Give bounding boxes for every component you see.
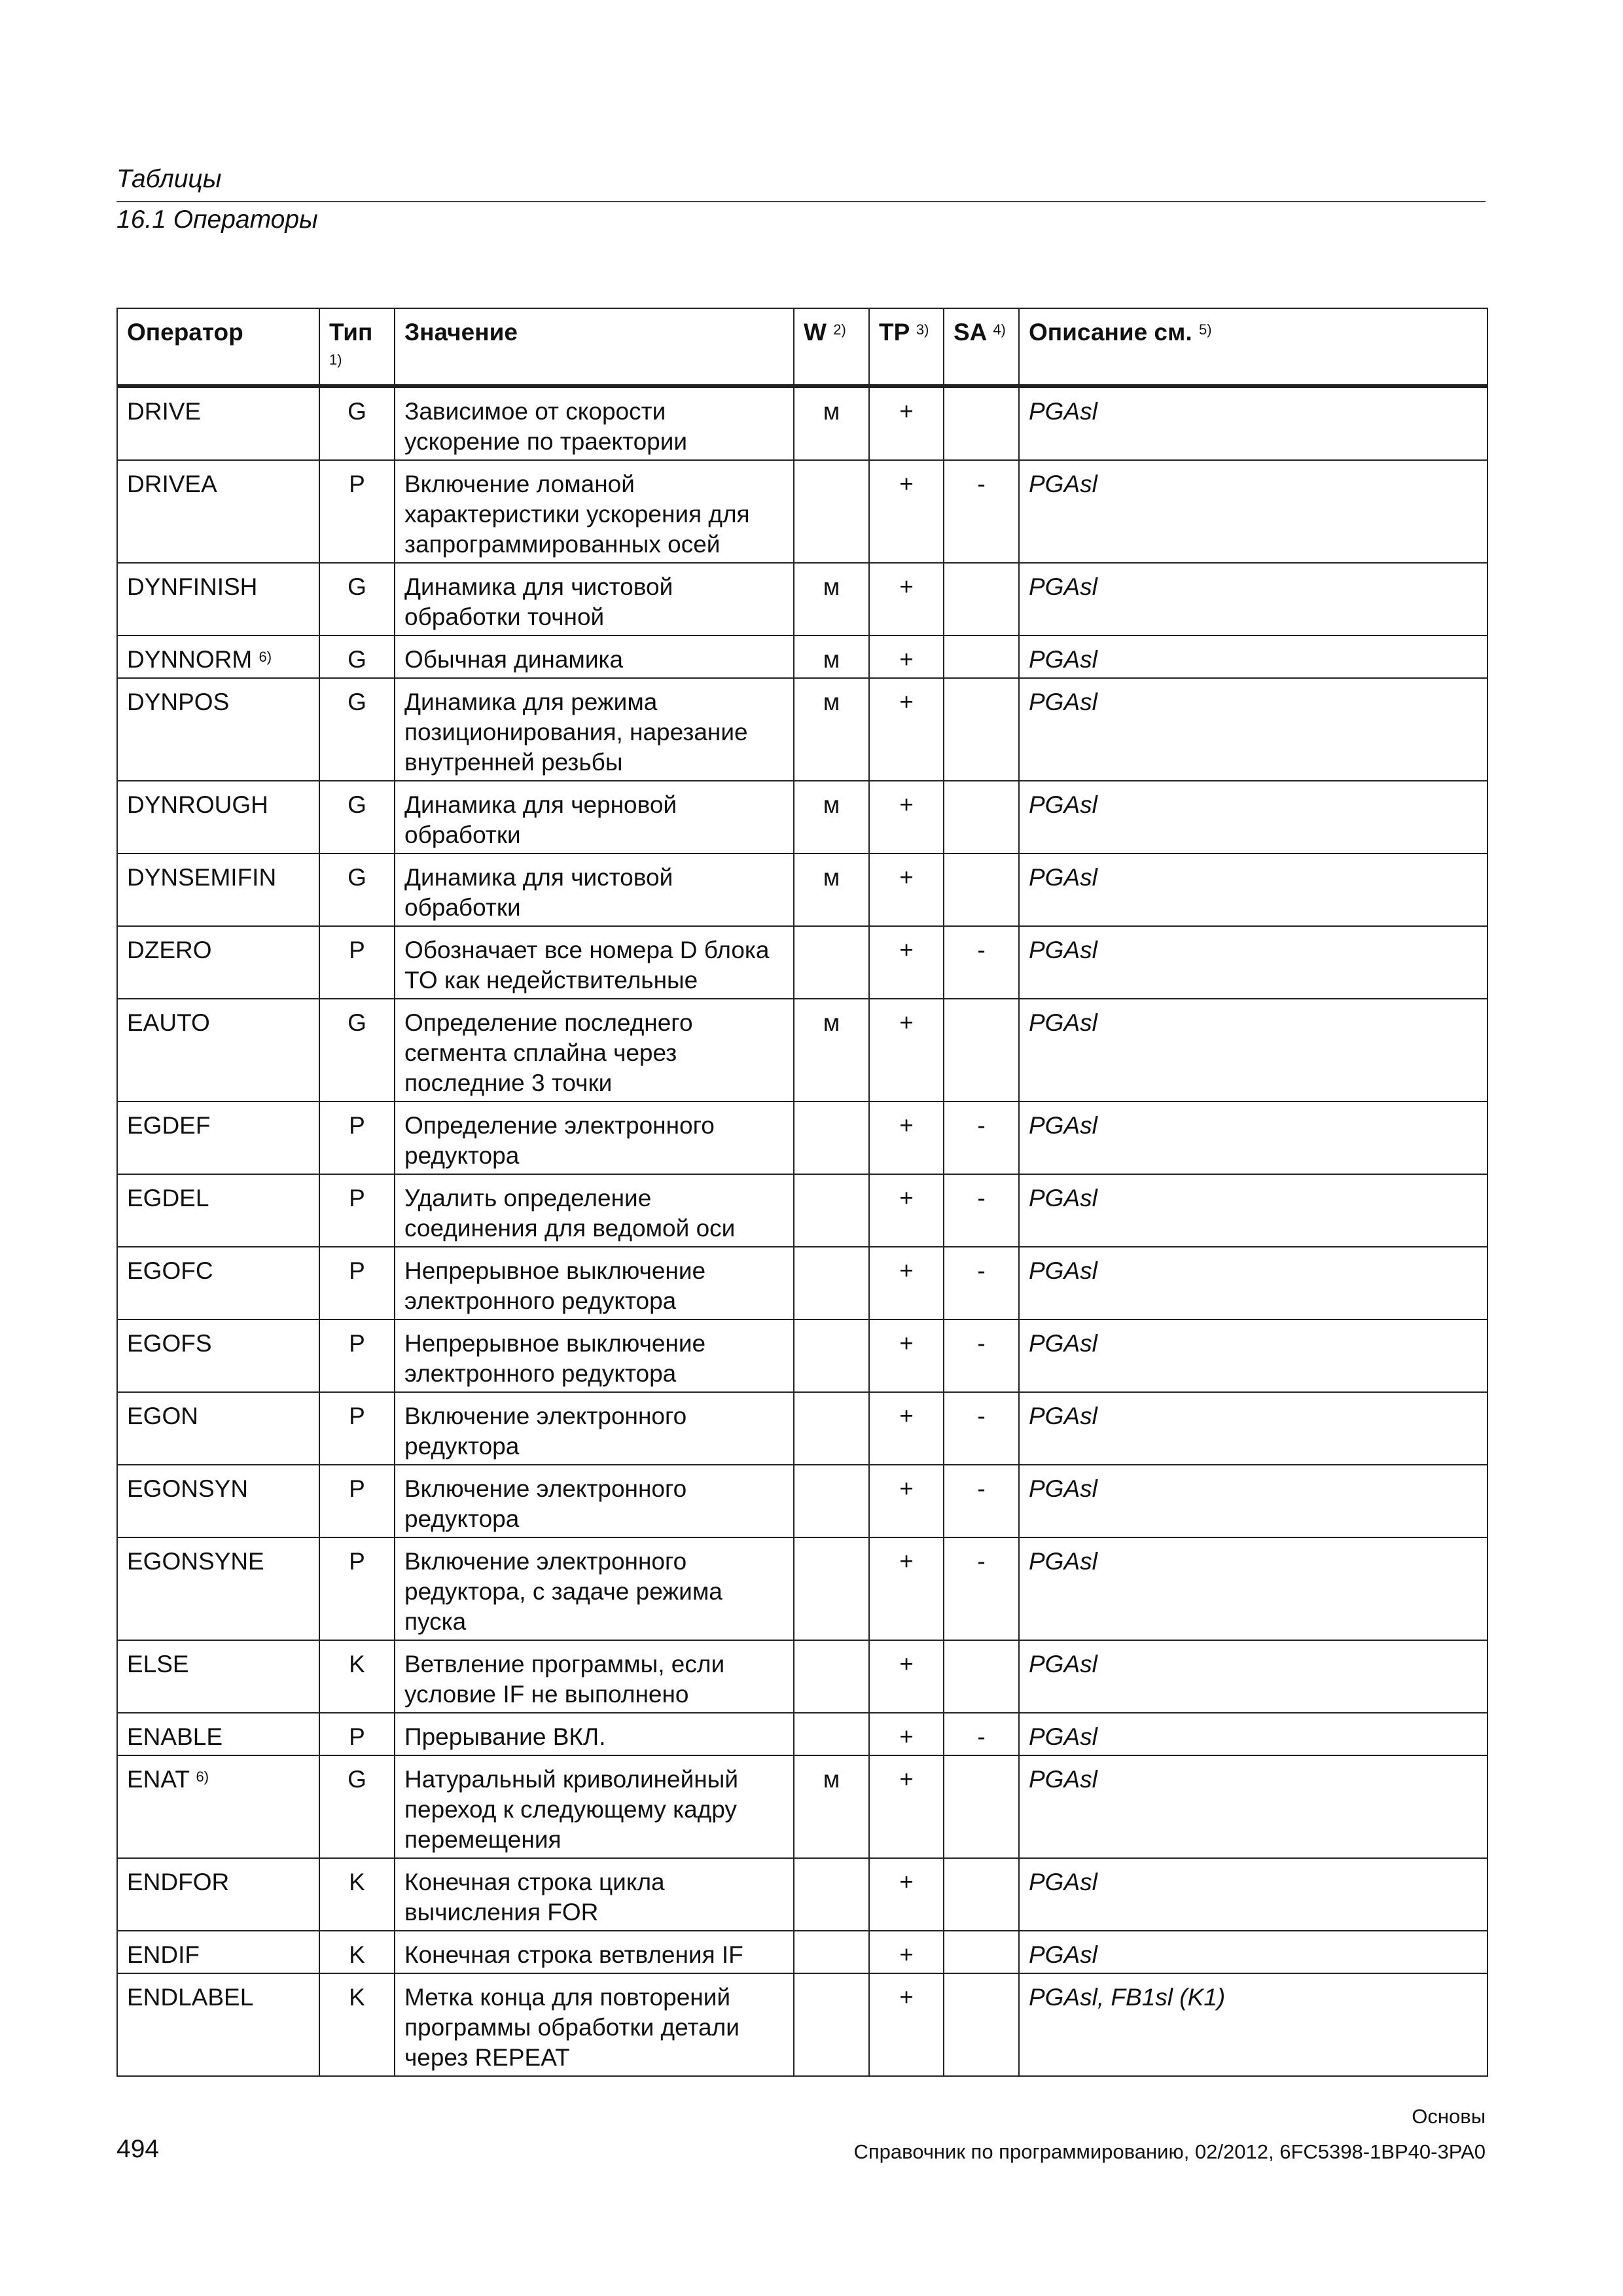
cell-tp: + xyxy=(869,1102,944,1174)
table-row xyxy=(117,1858,1488,1931)
cell-ref: PGAsl xyxy=(1019,678,1488,781)
cell-w: м xyxy=(794,386,869,460)
cell-w xyxy=(794,1973,869,2076)
cell-meaning: Непрерывное выключение электронного редуктора xyxy=(395,1319,794,1392)
cell-type: P xyxy=(319,1713,395,1755)
cell-ref: PGAsl xyxy=(1019,853,1488,926)
cell-meaning: Определение последнего сегмента сплайна через последние 3 точки xyxy=(395,999,794,1102)
cell-ref: PGAsl xyxy=(1019,563,1488,636)
cell-type: G xyxy=(319,563,395,636)
cell-type: P xyxy=(319,926,395,999)
cell-type: K xyxy=(319,1973,395,2076)
cell-type: G xyxy=(319,386,395,460)
cell-meaning: Определение электронного редуктора xyxy=(395,1102,794,1174)
cell-ref: PGAsl xyxy=(1019,636,1488,678)
table-row xyxy=(117,781,1488,853)
cell-meaning: Включение электронного редуктора xyxy=(395,1392,794,1465)
cell-operator: EGONSYN xyxy=(117,1465,319,1537)
cell-operator: EAUTO xyxy=(117,999,319,1102)
cell-w: м xyxy=(794,999,869,1102)
cell-meaning: Конечная строка ветвления IF xyxy=(395,1931,794,1973)
cell-tp: + xyxy=(869,636,944,678)
cell-w xyxy=(794,1102,869,1174)
cell-operator: DYNNORM $^{6)}$ xyxy=(117,636,319,678)
table-row xyxy=(117,1102,1488,1174)
cell-type: K xyxy=(319,1640,395,1713)
cell-ref: PGAsl xyxy=(1019,1465,1488,1537)
cell-type: G xyxy=(319,853,395,926)
cell-operator: EGDEL xyxy=(117,1174,319,1247)
cell-sa: - xyxy=(944,1392,1019,1465)
cell-sa: - xyxy=(944,1537,1019,1640)
cell-type: P xyxy=(319,1465,395,1537)
table-row xyxy=(117,460,1488,563)
cell-sa xyxy=(944,781,1019,853)
cell-ref: PGAsl xyxy=(1019,781,1488,853)
cell-w xyxy=(794,1931,869,1973)
cell-operator: ELSE xyxy=(117,1640,319,1713)
cell-type: P xyxy=(319,1102,395,1174)
table-row xyxy=(117,1931,1488,1973)
cell-type: P xyxy=(319,460,395,563)
cell-tp: + xyxy=(869,678,944,781)
cell-tp: + xyxy=(869,853,944,926)
cell-ref: PGAsl xyxy=(1019,1755,1488,1858)
cell-w xyxy=(794,1465,869,1537)
cell-sa: - xyxy=(944,1319,1019,1392)
cell-tp: + xyxy=(869,1973,944,2076)
operators-table xyxy=(116,308,1488,2077)
table-row xyxy=(117,386,1488,460)
cell-sa xyxy=(944,853,1019,926)
cell-meaning: Ветвление программы, если условие IF не выполнено xyxy=(395,1640,794,1713)
cell-ref: PGAsl xyxy=(1019,1392,1488,1465)
cell-sa xyxy=(944,1931,1019,1973)
cell-meaning: Обычная динамика xyxy=(395,636,794,678)
cell-ref: PGAsl xyxy=(1019,1247,1488,1319)
cell-operator: DYNROUGH xyxy=(117,781,319,853)
cell-ref: PGAsl xyxy=(1019,999,1488,1102)
table-row xyxy=(117,1713,1488,1755)
cell-tp: + xyxy=(869,460,944,563)
cell-tp: + xyxy=(869,563,944,636)
table-row xyxy=(117,853,1488,926)
table-header-row xyxy=(117,308,1488,386)
cell-tp: + xyxy=(869,1755,944,1858)
cell-sa xyxy=(944,636,1019,678)
cell-type: G xyxy=(319,678,395,781)
cell-meaning: Включение электронного редуктора, с задаче режима пуска xyxy=(395,1537,794,1640)
cell-w xyxy=(794,1537,869,1640)
table-row xyxy=(117,1319,1488,1392)
cell-tp: + xyxy=(869,926,944,999)
cell-tp: + xyxy=(869,1319,944,1392)
cell-tp: + xyxy=(869,1858,944,1931)
cell-w xyxy=(794,1392,869,1465)
cell-type: P xyxy=(319,1392,395,1465)
cell-w xyxy=(794,926,869,999)
cell-sa xyxy=(944,386,1019,460)
table-body xyxy=(117,386,1488,2076)
cell-type: G xyxy=(319,636,395,678)
table-row xyxy=(117,1174,1488,1247)
footer-reference: Справочник по программированию, 02/2012, 6FC5398-1BP40-3PA0 xyxy=(853,2140,1486,2163)
cell-sa xyxy=(944,678,1019,781)
cell-type: K xyxy=(319,1931,395,1973)
cell-w xyxy=(794,1858,869,1931)
cell-w xyxy=(794,1319,869,1392)
cell-meaning: Обозначает все номера D блока TO как недействительные xyxy=(395,926,794,999)
cell-meaning: Зависимое от скорости ускорение по траектории xyxy=(395,386,794,460)
table-row xyxy=(117,1537,1488,1640)
cell-operator: EGDEF xyxy=(117,1102,319,1174)
table-row xyxy=(117,678,1488,781)
cell-type: G xyxy=(319,1755,395,1858)
col-header-meaning: Значение xyxy=(395,308,794,386)
cell-sa: - xyxy=(944,1174,1019,1247)
cell-sa xyxy=(944,1755,1019,1858)
cell-type: P xyxy=(319,1174,395,1247)
cell-tp: + xyxy=(869,999,944,1102)
cell-meaning: Динамика для режима позиционирования, нарезание внутренней резьбы xyxy=(395,678,794,781)
cell-type: G xyxy=(319,781,395,853)
cell-sa xyxy=(944,563,1019,636)
cell-ref: PGAsl xyxy=(1019,1640,1488,1713)
col-header-operator: Оператор xyxy=(117,308,319,386)
cell-w xyxy=(794,460,869,563)
cell-tp: + xyxy=(869,386,944,460)
table-row xyxy=(117,999,1488,1102)
cell-meaning: Динамика для чистовой обработки xyxy=(395,853,794,926)
table-row xyxy=(117,1755,1488,1858)
cell-tp: + xyxy=(869,1713,944,1755)
cell-ref: PGAsl xyxy=(1019,1713,1488,1755)
cell-w: м xyxy=(794,563,869,636)
subsection-title: 16.1 Операторы xyxy=(116,206,318,234)
cell-operator: DYNFINISH xyxy=(117,563,319,636)
cell-operator: DZERO xyxy=(117,926,319,999)
cell-ref: PGAsl xyxy=(1019,926,1488,999)
cell-ref: PGAsl xyxy=(1019,1319,1488,1392)
cell-operator: ENDIF xyxy=(117,1931,319,1973)
cell-meaning: Динамика для черновой обработки xyxy=(395,781,794,853)
cell-w xyxy=(794,1174,869,1247)
cell-type: G xyxy=(319,999,395,1102)
cell-sa: - xyxy=(944,926,1019,999)
footnote-marker: 6) xyxy=(196,1768,209,1785)
table-row xyxy=(117,1640,1488,1713)
cell-operator: ENDFOR xyxy=(117,1858,319,1931)
cell-sa: - xyxy=(944,1713,1019,1755)
cell-operator: ENAT $^{6)}$ xyxy=(117,1755,319,1858)
cell-ref: PGAsl xyxy=(1019,460,1488,563)
cell-type: K xyxy=(319,1858,395,1931)
cell-meaning: Удалить определение соединения для ведомой оси xyxy=(395,1174,794,1247)
footer-book: Основы xyxy=(1412,2105,1486,2128)
cell-w xyxy=(794,1640,869,1713)
cell-ref: PGAsl xyxy=(1019,1537,1488,1640)
cell-meaning: Динамика для чистовой обработки точной xyxy=(395,563,794,636)
table-row xyxy=(117,1973,1488,2076)
cell-meaning: Включение электронного редуктора xyxy=(395,1465,794,1537)
cell-type: P xyxy=(319,1247,395,1319)
cell-ref: PGAsl xyxy=(1019,1931,1488,1973)
cell-tp: + xyxy=(869,1247,944,1319)
cell-sa xyxy=(944,1640,1019,1713)
cell-tp: + xyxy=(869,1640,944,1713)
cell-ref: PGAsl, FB1sl (K1) xyxy=(1019,1973,1488,2076)
cell-operator: DYNPOS xyxy=(117,678,319,781)
table-row xyxy=(117,1247,1488,1319)
col-header-w: W $^{2)}$ xyxy=(794,308,869,386)
cell-sa xyxy=(944,1858,1019,1931)
cell-tp: + xyxy=(869,781,944,853)
cell-operator: DYNSEMIFIN xyxy=(117,853,319,926)
cell-tp: + xyxy=(869,1465,944,1537)
cell-w: м xyxy=(794,678,869,781)
cell-ref: PGAsl xyxy=(1019,1102,1488,1174)
cell-meaning: Прерывание ВКЛ. xyxy=(395,1713,794,1755)
cell-ref: PGAsl xyxy=(1019,1174,1488,1247)
table-row xyxy=(117,926,1488,999)
header-rule xyxy=(116,201,1486,202)
cell-tp: + xyxy=(869,1174,944,1247)
page-number: 494 xyxy=(116,2135,160,2163)
footnote-marker: 6) xyxy=(259,649,272,665)
cell-tp: + xyxy=(869,1392,944,1465)
cell-w: м xyxy=(794,853,869,926)
cell-operator: ENABLE xyxy=(117,1713,319,1755)
cell-sa: - xyxy=(944,460,1019,563)
cell-operator: ENDLABEL xyxy=(117,1973,319,2076)
cell-operator: DRIVEA xyxy=(117,460,319,563)
section-title: Таблицы xyxy=(116,165,222,193)
table-row xyxy=(117,636,1488,678)
cell-meaning: Непрерывное выключение электронного редуктора xyxy=(395,1247,794,1319)
cell-w xyxy=(794,1247,869,1319)
cell-meaning: Метка конца для повторений программы обработки детали через REPEAT xyxy=(395,1973,794,2076)
cell-sa xyxy=(944,999,1019,1102)
cell-meaning: Натуральный криволинейный переход к следующему кадру перемещения xyxy=(395,1755,794,1858)
cell-operator: DRIVE xyxy=(117,386,319,460)
cell-type: P xyxy=(319,1537,395,1640)
cell-sa xyxy=(944,1973,1019,2076)
cell-w: м xyxy=(794,1755,869,1858)
col-header-ref: Описание см. $^{5)}$ xyxy=(1019,308,1488,386)
col-header-sa: SA $^{4)}$ xyxy=(944,308,1019,386)
cell-ref: PGAsl xyxy=(1019,1858,1488,1931)
cell-w xyxy=(794,1713,869,1755)
cell-meaning: Включение ломаной характеристики ускорения для запрограммированных осей xyxy=(395,460,794,563)
cell-operator: EGON xyxy=(117,1392,319,1465)
col-header-type: Тип $^{1)}$ xyxy=(319,308,395,386)
cell-tp: + xyxy=(869,1537,944,1640)
col-header-tp: TP $^{3)}$ xyxy=(869,308,944,386)
cell-w: м xyxy=(794,636,869,678)
cell-w: м xyxy=(794,781,869,853)
cell-tp: + xyxy=(869,1931,944,1973)
cell-sa: - xyxy=(944,1247,1019,1319)
cell-operator: EGOFC xyxy=(117,1247,319,1319)
cell-meaning: Конечная строка цикла вычисления FOR xyxy=(395,1858,794,1931)
table-row xyxy=(117,563,1488,636)
cell-ref: PGAsl xyxy=(1019,386,1488,460)
cell-type: P xyxy=(319,1319,395,1392)
cell-sa: - xyxy=(944,1102,1019,1174)
cell-sa: - xyxy=(944,1465,1019,1537)
cell-operator: EGONSYNE xyxy=(117,1537,319,1640)
cell-operator: EGOFS xyxy=(117,1319,319,1392)
table-row xyxy=(117,1392,1488,1465)
table-row xyxy=(117,1465,1488,1537)
